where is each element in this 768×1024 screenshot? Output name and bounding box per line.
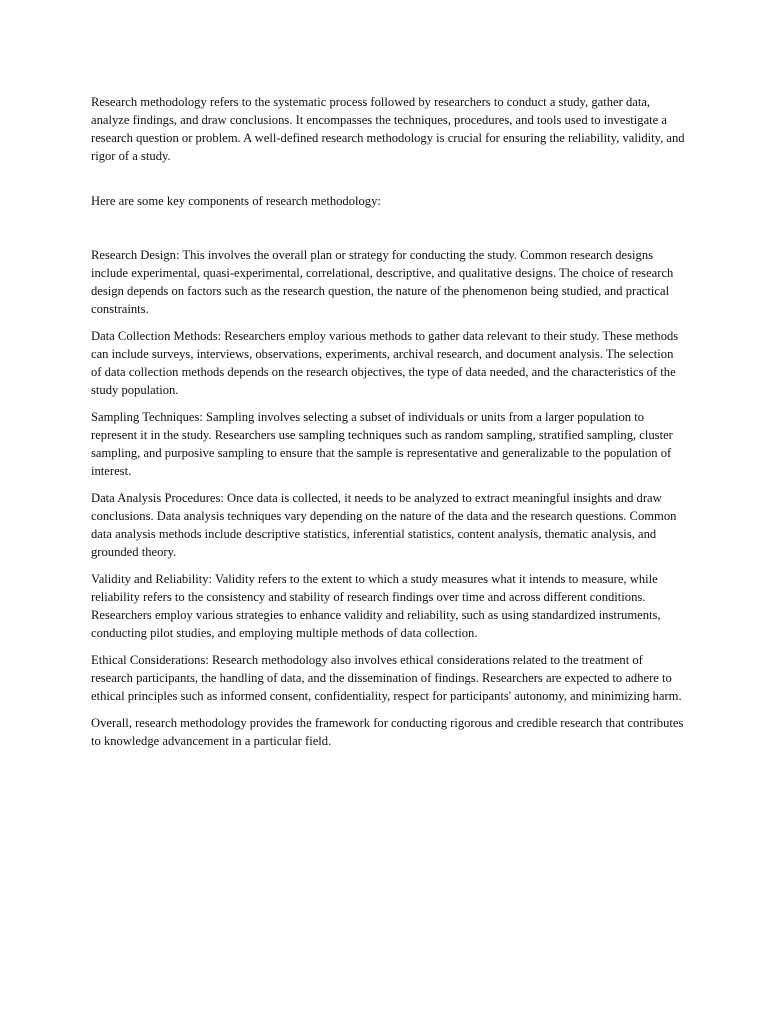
conclusion-paragraph: Overall, research methodology provides the framework for conducting rigorous and credible research that contributes to knowledge advancement in a particular field. (91, 716, 684, 748)
data-collection-paragraph: Data Collection Methods: Researchers employ various methods to gather data relevant to their study. These methods can include surveys, interviews, observations, experiments, archival research, and document analysis. The selection of data collection methods depends on the research objectives, the type of data needed, and the characteristics of the study population. (91, 329, 679, 397)
document-body (91, 93, 687, 759)
intro-paragraph: Research methodology refers to the systematic process followed by researchers to conduct a study, gather data, analyze findings, and draw conclusions. It encompasses the techniques, procedures, and tools used to investigate a research question or problem. A well-defined research methodology is crucial for ensuring the reliability, validity, and rigor of a study. (91, 95, 685, 163)
components-lead-paragraph: Here are some key components of research methodology: (91, 194, 381, 208)
validity-reliability-paragraph: Validity and Reliability: Validity refers to the extent to which a study measures what it intends to measure, while reliability refers to the consistency and stability of research findings over time and across different conditions. Researchers employ various strategies to enhance validity and reliability, such as using standardized instruments, conducting pilot studies, and employing multiple methods of data collection. (91, 572, 661, 640)
data-analysis-paragraph: Data Analysis Procedures: Once data is collected, it needs to be analyzed to extract meaningful insights and draw conclusions. Data analysis techniques vary depending on the nature of the data and the research questions. Common data analysis methods include descriptive statistics, inferential statistics, content analysis, thematic analysis, and grounded theory. (91, 491, 677, 559)
research-design-paragraph: Research Design: This involves the overall plan or strategy for conducting the study. Common research designs include experimental, quasi-experimental, correlational, descriptive, and qualitative designs. The choice of research design depends on factors such as the research question, the nature of the phenomenon being studied, and practical constraints. (91, 248, 674, 316)
sampling-techniques-paragraph: Sampling Techniques: Sampling involves selecting a subset of individuals or units from a larger population to represent it in the study. Researchers use sampling techniques such as random sampling, stratified sampling, cluster sampling, and purposive sampling to ensure that the sample is representative and generalizable to the population of interest. (91, 410, 673, 478)
ethical-considerations-paragraph: Ethical Considerations: Research methodology also involves ethical considerations related to the treatment of research participants, the handling of data, and the dissemination of findings. Researchers are expected to adhere to ethical principles such as informed consent, confidentiality, respect for participants' autonomy, and minimizing harm. (91, 653, 682, 703)
